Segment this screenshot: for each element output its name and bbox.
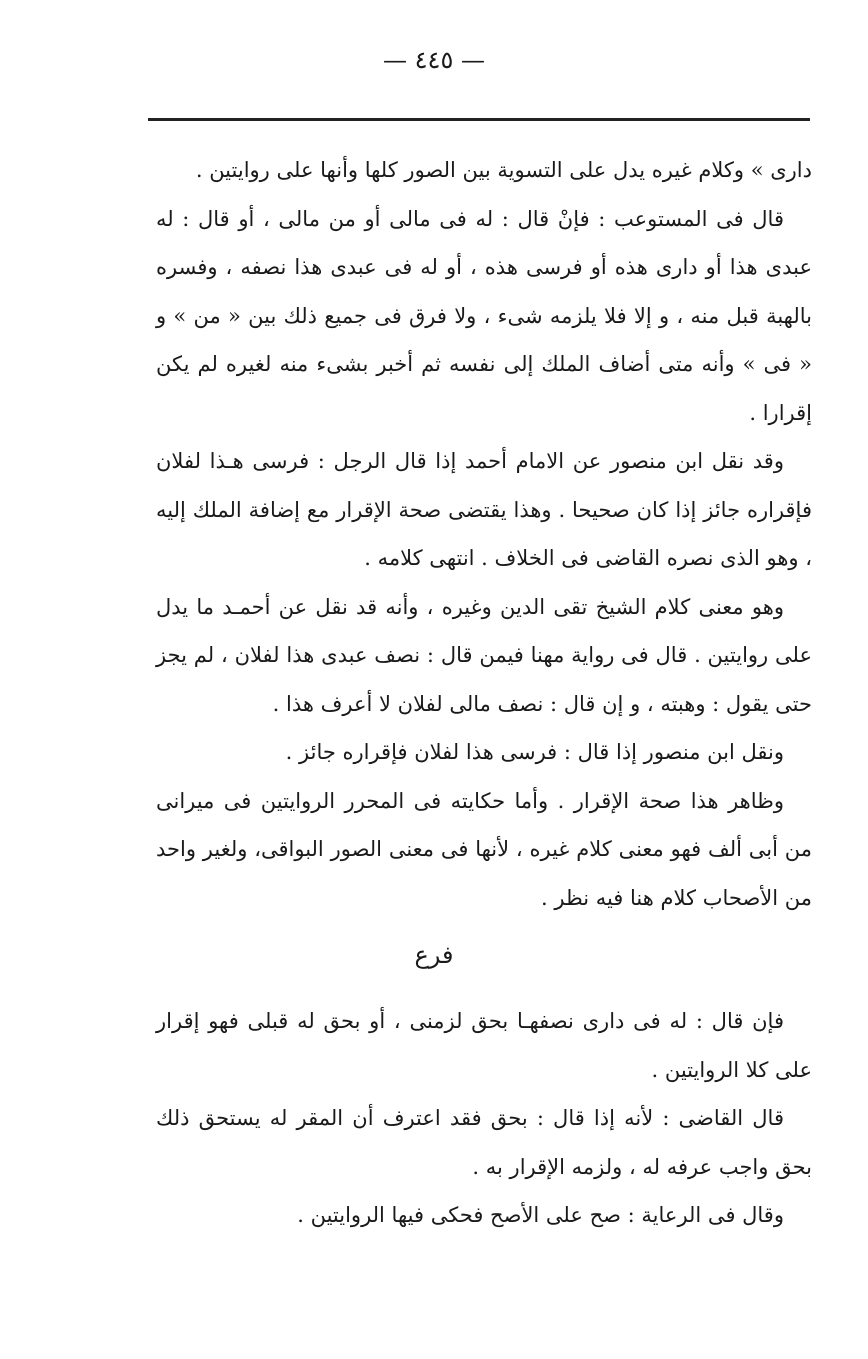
paragraph: وظاهر هذا صحة الإقرار . وأما حكايته فى المحرر الروايتين فى ميرانى من أبى ألف فهو معنى كلام غيره ، لأنها فى معنى الصور البواقى، ولغير واحد من الأصحاب كلام هنا فيه نظر . (156, 788, 812, 910)
paragraph: قال القاضى : لأنه إذا قال : بحق فقد اعترف أن المقر له يستحق ذلك بحق واجب عرفه له ، ولزمه الإقرار به . (156, 1106, 812, 1179)
page-number: — ٤٤٥ — (383, 46, 485, 74)
section-heading: فرع (414, 941, 454, 969)
header-rule (148, 118, 810, 121)
paragraph: داری » وكلام غيره يدل على التسوية بين الصور كلها وأنها على روايتين . (195, 158, 812, 182)
paragraph: وهو معنى كلام الشيخ تقى الدين وغيره ، وأنه قد نقل عن أحمـد ما يدل على روايتين . قال فى رواية مهنا فيمن قال : نصف عبدى هذا لفلان ، لم يجز حتى يقول : وهبته ، و إن قال : نصف مالى لفلان لا أعرف هذا . (156, 594, 812, 716)
paragraph: قال فى المستوعب : فإنْ قال : له فى مالى أو من مالى ، أو قال : له عبدى هذا أو دارى هذه أو فرسى هذه ، أو له فى عبدى هذا نصفه ، وفسره بالهبة قبل منه ، و إلا فلا يلزمه شىء ، ولا فرق فى جميع ذلك بين « من » و « فى » وأنه متى أضاف الملك إلى نفسه ثم أخبر بشىء منه لغيره لم يكن إقرارا . (156, 206, 812, 425)
paragraph: ونقل ابن منصور إذا قال : فرسى هذا لفلان فإقراره جائز . (285, 740, 784, 764)
main-text-block (156, 146, 812, 922)
paragraph: وقد نقل ابن منصور عن الامام أحمد إذا قال الرجل : فرسى هـذا لفلان فإقراره جائز إذا كان صحيحا . وهذا يقتضى صحة الإقرار مع إضافة الملك إليه ، وهو الذى نصره القاضى فى الخلاف . انتهى كلامه . (156, 449, 812, 570)
paragraph: فإن قال : له فى دارى نصفهـا بحق لزمنى ، أو بحق له قبلى فهو إقرار على كلا الروايتين . (156, 1009, 812, 1082)
sub-text-block (156, 997, 812, 1240)
paragraph: وقال فى الرعاية : صح على الأصح فحكى فيها الروايتين . (297, 1203, 784, 1227)
